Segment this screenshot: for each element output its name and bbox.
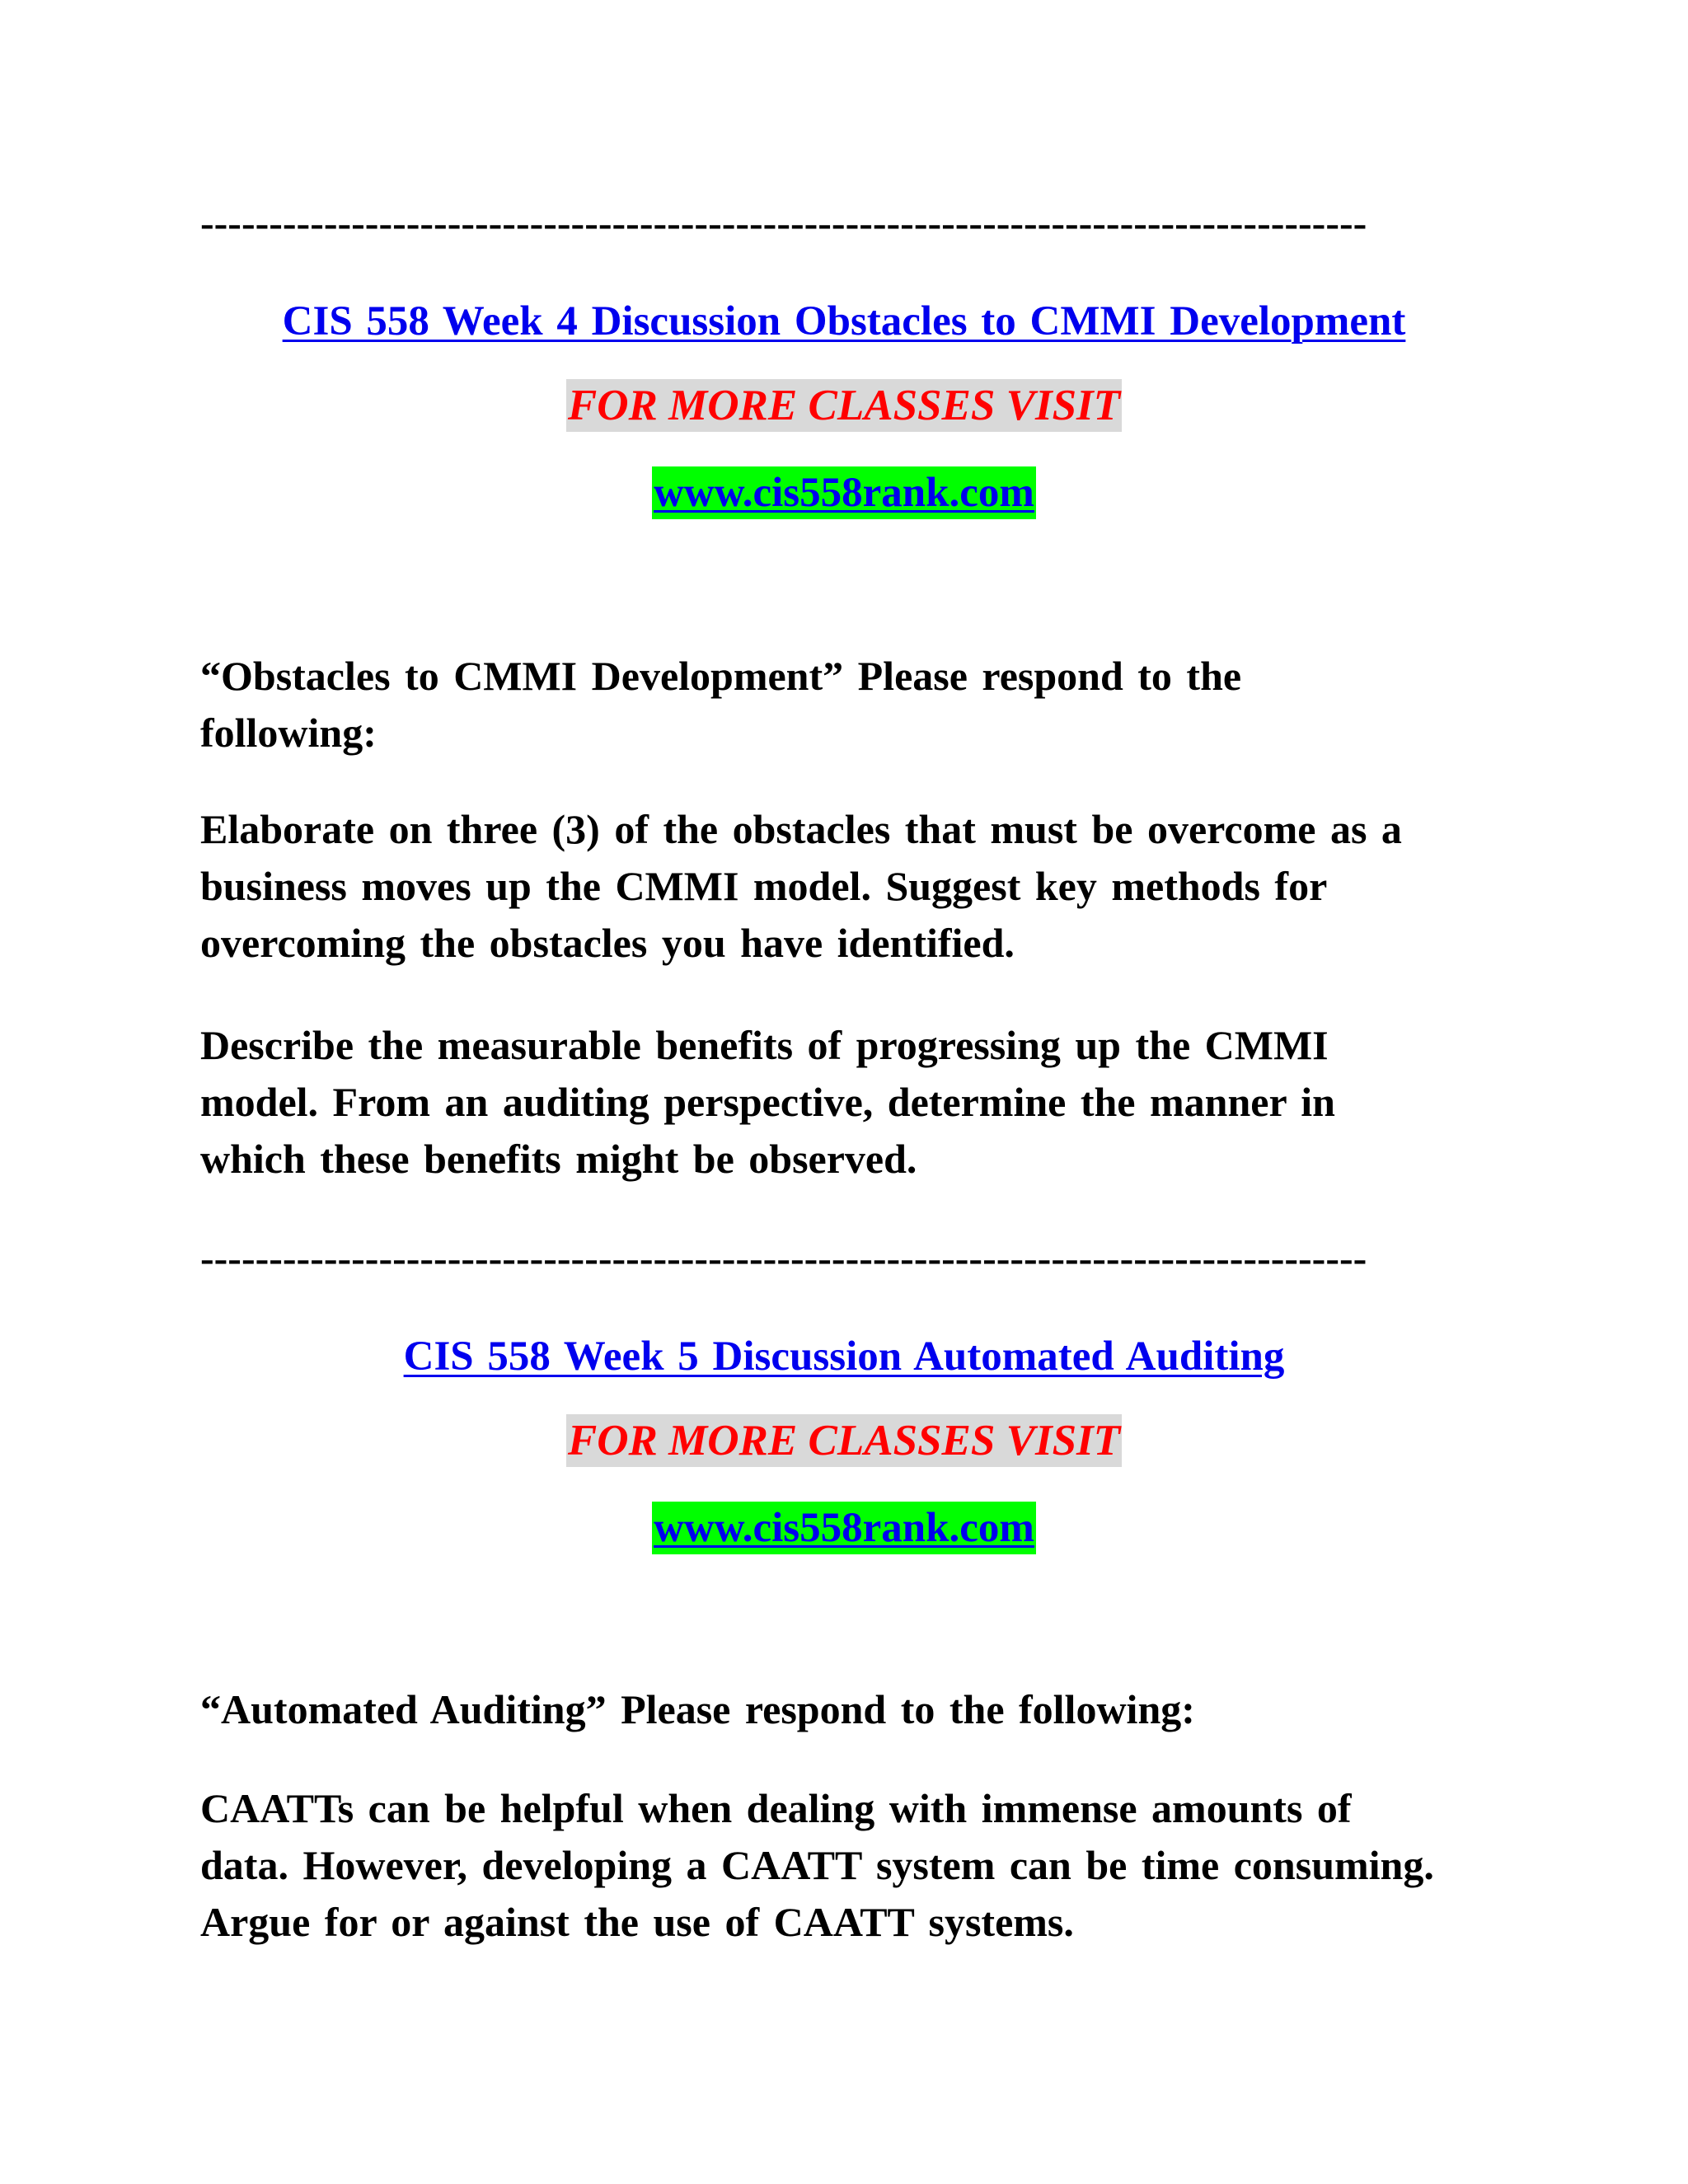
section-2-title-row [0,1332,1688,1381]
paragraph-line: Describe the measurable benefits of progressing up the CMMI [200,1022,1329,1068]
section-2-prompt [200,1681,1503,1738]
paragraph-line: Argue for or against the use of CAATT systems. [200,1899,1074,1945]
paragraph-line: which these benefits might be observed. [200,1136,917,1182]
paragraph-line: data. However, developing a CAATT system can be time consuming. [200,1842,1434,1888]
paragraph-line: overcoming the obstacles you have identified. [200,920,1015,966]
paragraph-line: model. From an auditing perspective, determine the manner in [200,1079,1335,1125]
section-2-visit-row [0,1414,1688,1467]
site-link[interactable]: www.cis558rank.com [652,1502,1036,1554]
prompt-line: “Obstacles to CMMI Development” Please respond to the [200,653,1242,699]
paragraph-line: business moves up the CMMI model. Suggest key methods for [200,863,1328,909]
section-1-visit-row [0,379,1688,432]
divider-line: ------------------------------------------------------------------------------------- [200,199,1367,246]
section-1-paragraph-1 [200,801,1503,972]
section-2-paragraph-1 [200,1780,1503,1951]
section-1-title-row [0,297,1688,346]
prompt-line: following: [200,710,377,756]
visit-banner: FOR MORE CLASSES VISIT [566,379,1122,432]
section-2-site-row [0,1502,1688,1554]
section-1-prompt [200,648,1503,762]
paragraph-line: CAATTs can be helpful when dealing with immense amounts of [200,1785,1352,1831]
prompt-line: “Automated Auditing” Please respond to the following: [200,1686,1195,1732]
section-1-paragraph-2 [200,1017,1503,1188]
section-1-site-row [0,466,1688,519]
divider-line: ------------------------------------------------------------------------------------- [200,1235,1367,1281]
course-link-week-4[interactable]: CIS 558 Week 4 Discussion Obstacles to CMMI Development [282,298,1406,344]
visit-banner: FOR MORE CLASSES VISIT [566,1414,1122,1467]
site-link[interactable]: www.cis558rank.com [652,466,1036,519]
course-link-week-5[interactable]: CIS 558 Week 5 Discussion Automated Auditing [403,1333,1285,1380]
paragraph-line: Elaborate on three (3) of the obstacles that must be overcome as a [200,806,1402,852]
